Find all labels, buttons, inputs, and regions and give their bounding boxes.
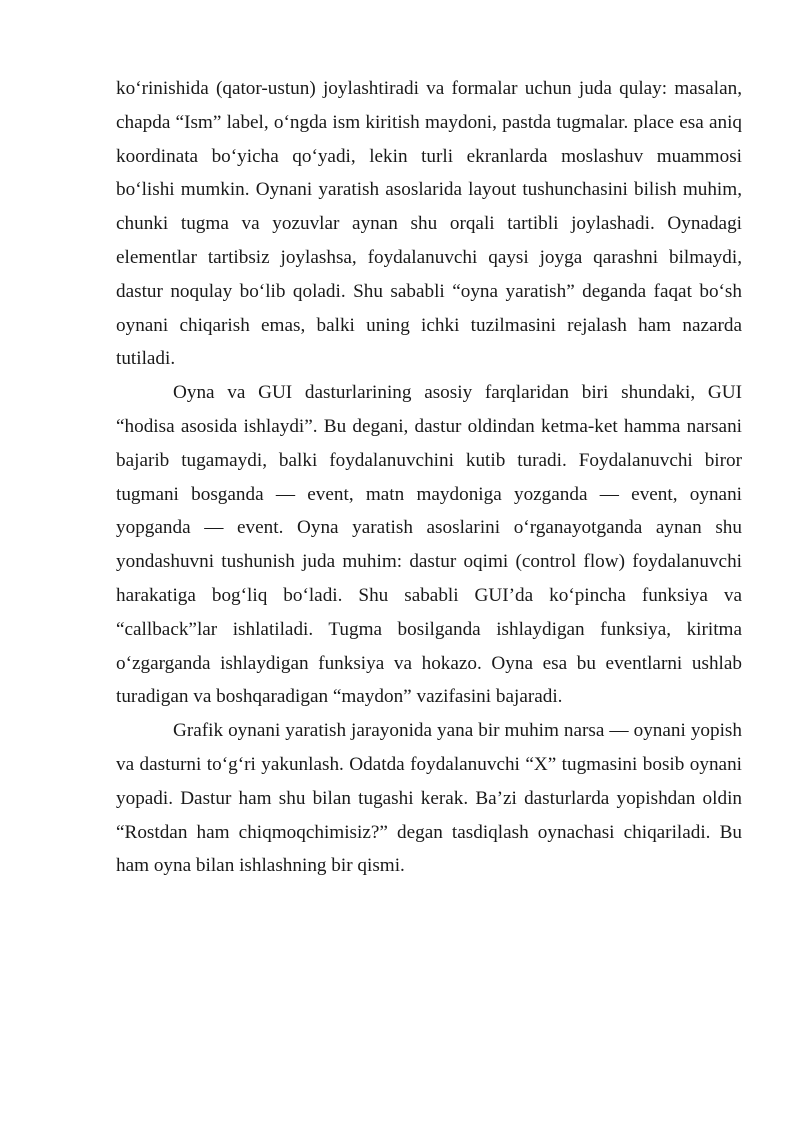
document-page: [116, 72, 742, 883]
paragraph-layout-continuation: ko‘rinishida (qator-ustun) joylashtiradi va formalar uchun juda qulay: masalan, chapda “Ism” label, o‘ngda ism kiritish maydoni, pastda tugmalar. place esa aniq koordinata bo‘yicha qo‘yadi, lekin turli ekranlarda moslashuv muammosi bo‘lishi mumkin. Oynani yaratish asoslarida layout tushunchasini bilish muhim, chunki tugma va yozuvlar aynan shu orqali tartibli joylashadi. Oynadagi elementlar tartibsiz joylashsa, foydalanuvchi qaysi joyga qarashni bilmaydi, dastur noqulay bo‘lib qoladi. Shu sababli “oyna yaratish” deganda faqat bo‘sh oynani chiqarish emas, balki uning ichki tuzilmasini rejalash ham nazarda tutiladi.: [116, 78, 742, 370]
paragraph-event-driven: Oyna va GUI dasturlarining asosiy farqlaridan biri shundaki, GUI “hodisa asosida ishlaydi”. Bu degani, dastur oldindan ketma-ket hamma narsani bajarib tugamaydi, balki foydalanuvchini kutib turadi. Foydalanuvchi biror tugmani bosganda — event, matn maydoniga yozganda — event, oynani yopganda — event. Oyna yaratish asoslarini o‘rganayotganda aynan shu yondashuvni tushunish juda muhim: dastur oqimi (control flow) foydalanuvchi harakatiga bog‘liq bo‘ladi. Shu sababli GUI’da ko‘pincha funksiya va “callback”lar ishlatiladi. Tugma bosilganda ishlaydigan funksiya, kiritma o‘zgarganda ishlaydigan funksiya va hokazo. Oyna esa bu eventlarni ushlab turadigan va boshqaradigan “maydon” vazifasini bajaradi.: [116, 382, 742, 708]
paragraph-window-closing: Grafik oynani yaratish jarayonida yana bir muhim narsa — oynani yopish va dasturni to‘g‘ri yakunlash. Odatda foydalanuvchi “X” tugmasini bosib oynani yopadi. Dastur ham shu bilan tugashi kerak. Ba’zi dasturlarda yopishdan oldin “Rostdan ham chiqmoqchimisiz?” degan tasdiqlash oynachasi chiqariladi. Bu ham oyna bilan ishlashning bir qismi.: [116, 720, 742, 877]
